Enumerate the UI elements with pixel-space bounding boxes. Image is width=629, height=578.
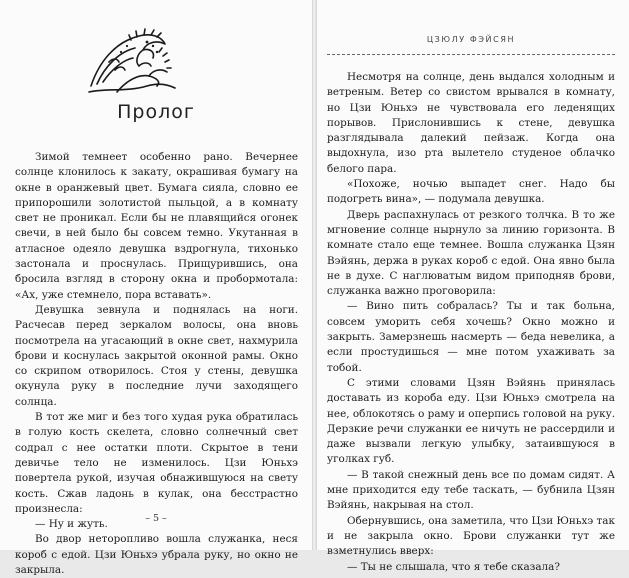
left-page xyxy=(0,0,312,577)
paragraph: Несмотря на солнце, день выдался холодным и ветреным. Ветер со свистом врывался в комнату, но Цзи Юньхэ не чувствовала его леденящих порывов. Прислонившись к стене, девушка разглядывала далекий пейзаж. Когда она выдохнула, изо рта вылетело студеное облачко белого пара. xyxy=(327,71,615,175)
paragraph: Зимой темнеет особенно рано. Вечернее солнце клонилось к закату, окрашивая бумагу на окне в оранжевый цвет. Бумага сияла, словно ее припорошили золотистой пыльцой, а в комнату свет не проникал. Если бы не плавящийся огонек свечи, в ней было бы совсем темно. Укутанная в атласное одеяло девушка вздрогнула, тихонько застонала и проснулась. Прищурившись, она бросила взгляд в сторону окна и пробормотала: «Ах, уже стемнело, пора вставать». xyxy=(15,151,298,301)
paragraph: Дверь распахнулась от резкого толчка. В то же мгновение солнце нырнуло за линию горизонта. В комнате стало еще темнее. Вошла служанка Цзян Вэйянь, держа в руках короб с едой. Она явно была не в духе. С наглюватым видом приподняв брови, служанка важно проговорила: xyxy=(327,208,615,298)
chapter-title: Пролог xyxy=(117,101,195,123)
paragraph: Во двор неторопливо вошла служанка, неся короб с едой. Цзи Юньхэ убрала руку, но окно не закрыла. xyxy=(15,533,298,577)
paragraph: С этими словами Цзян Вэйянь принялась доставать из короба еду. Цзи Юньхэ смотрела на нее, облокотясь о раму и оперпись головой на руку. Дерзкие речи служанки ее ничуть не рассердили и даже вызвали легкую улыбку, затаившуюся в уголках губ. xyxy=(327,376,615,466)
paragraph: Обернувшись, она заметила, что Цзи Юньхэ так и не закрыла окно. Брови служанки тут же взметнулись вверх: xyxy=(327,514,615,558)
page-number: – 5 – xyxy=(145,513,167,524)
running-head: ЦЗЮЛУ ФЭЙСЯН xyxy=(426,35,516,44)
header-rule xyxy=(327,54,615,55)
great-wave-icon xyxy=(87,22,177,96)
paragraph: — Вино пить собралась? Ты и так больна, совсем уморить себя хочешь? Окно можно и закрыть. Замерзнешь насмерть — беда невелика, а если простудишься — мне потом ухаживать за тобой. xyxy=(327,300,615,374)
paragraph: Девушка зевнула и поднялась на ноги. Расчесав перед зеркалом волосы, она вновь посмотрела на угасающий в окне свет, нахмурила брови и коснулась закрытой оконной рамы. Окно со скрипом отворилось. Стоя у стены, девушка окунула руку в последние лучи заходящего солнца. xyxy=(15,303,298,408)
paragraph: — Ну и жуть. xyxy=(35,518,108,531)
paragraph: «Похоже, ночью выпадет снег. Надо бы подогреть вина», — подумала девушка. xyxy=(327,178,615,206)
paragraph: В тот же миг и без того худая рука обратилась в голую кость скелета, словно солнечный свет содрал с нее остатки плоти. Скрытое в тени девичье тело не изменилось. Цзи Юньхэ повертела рукой, изучая обнажившуюся на свету кость. Сжав ладонь в кулак, она бесстрастно произнесла: xyxy=(15,411,298,515)
paragraph: — В такой снежный день все по домам сидят. А мне приходится еду тебе таскать, — бубнила Цзян Вэйянь, накрывая на стол. xyxy=(327,468,615,512)
paragraph: — Ты не слышала, что я тебе сказала? xyxy=(347,560,560,573)
right-page xyxy=(317,0,629,573)
right-body-text xyxy=(327,70,615,575)
